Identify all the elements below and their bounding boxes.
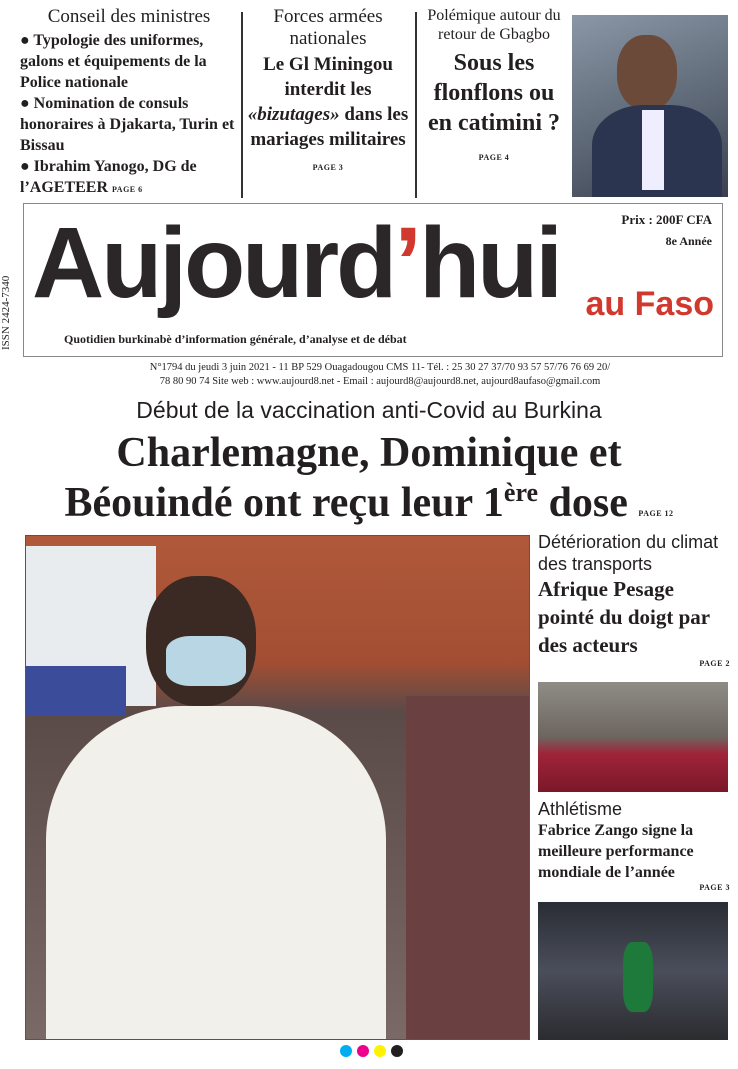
registration-marks: [340, 1045, 403, 1057]
divider: [415, 12, 417, 198]
teaser-afrique-pesage[interactable]: [538, 531, 730, 669]
teaser-gbagbo[interactable]: [420, 6, 568, 173]
main-headline[interactable]: Charlemagne, Dominique et Béouindé ont reçu leur 1ère dose PAGE 12: [64, 430, 674, 526]
page-ref: PAGE 6: [112, 185, 143, 194]
kicker: Athlétisme: [538, 799, 623, 819]
page-ref: PAGE 2: [699, 659, 730, 668]
kicker: Forces armées nationales: [273, 6, 383, 49]
gbagbo-photo: [572, 15, 728, 197]
masthead-logo: Aujourd’hui: [32, 207, 561, 319]
black-dot: [391, 1045, 403, 1057]
headline: Le Gl Miningou interdit les «bizutages» dans les mariages militaires PAGE 3: [247, 54, 409, 172]
year-label: 8e Année: [665, 234, 712, 248]
vaccination-photo: [25, 535, 530, 1040]
cyan-dot: [340, 1045, 352, 1057]
kicker: Conseil des ministres: [47, 6, 211, 27]
headline: Fabrice Zango signe la meilleure performance mondiale de l’année: [538, 822, 694, 881]
page-ref: PAGE 4: [478, 153, 510, 162]
zango-photo: [538, 902, 728, 1040]
main-kicker: Début de la vaccination anti-Covid au Burkina: [136, 397, 602, 423]
teaser-zango[interactable]: [538, 798, 730, 893]
headline: Afrique Pesage pointé du doigt par des acteurs: [538, 577, 710, 657]
price-label: Prix : 200F CFA: [621, 212, 712, 227]
page-ref: PAGE 3: [312, 163, 344, 172]
tagline: Quotidien burkinabè d’information générale, d’analyse et de débat: [64, 332, 407, 346]
afrique-pesage-photo: [538, 682, 728, 792]
bullet-item: ● Nomination de consuls honoraires à Djakarta, Turin et Bissau: [20, 95, 235, 154]
bullet-item: ● Typologie des uniformes, galons et équipements de la Police nationale: [20, 32, 207, 91]
divider: [241, 12, 243, 198]
headline: Sous les flonflons ou en catimini ? PAGE 4: [428, 50, 560, 162]
bullet-item: ● Ibrahim Yanogo, DG de l’AGETEER PAGE 6: [20, 158, 197, 196]
issn: ISSN 2424-7340: [0, 275, 12, 350]
kicker: Détérioration du climat des transports: [538, 532, 719, 574]
masthead-subtitle: au Faso: [585, 285, 714, 323]
publication-info: N°1794 du jeudi 3 juin 2021 - 11 BP 529 Ouagadougou CMS 11- Tél. : 25 30 27 37/70 93 57 57/76 76 69 20/ 78 80 90 74 Site web : www.aujourd8.net - Email : aujourd8@aujourd8.net, aujourd8aufaso@gmail.com: [149, 362, 611, 387]
page-ref: PAGE 12: [638, 509, 674, 518]
magenta-dot: [357, 1045, 369, 1057]
yellow-dot: [374, 1045, 386, 1057]
kicker: Polémique autour du retour de Gbagbo: [427, 7, 561, 43]
masthead: [23, 203, 723, 357]
page-ref: PAGE 3: [699, 883, 730, 892]
teaser-forces-armees[interactable]: [246, 6, 410, 180]
teaser-conseil-ministres[interactable]: [20, 6, 238, 200]
